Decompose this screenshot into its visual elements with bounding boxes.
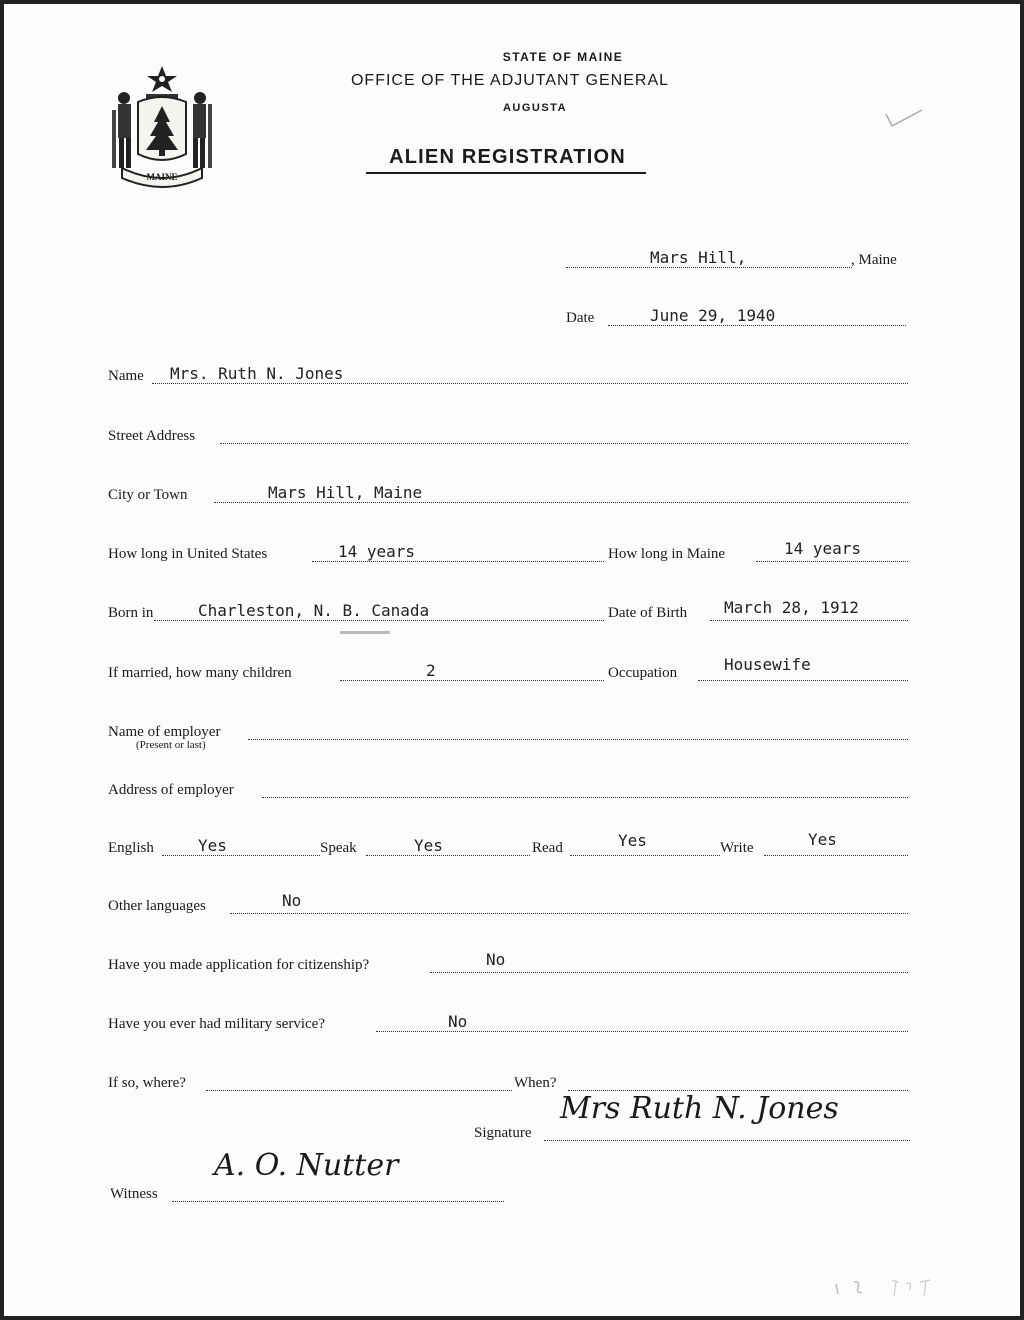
signature-row bbox=[474, 1091, 910, 1145]
signature-line bbox=[544, 1139, 910, 1141]
birth-row bbox=[108, 598, 908, 625]
street-line bbox=[220, 442, 908, 444]
write-line bbox=[764, 854, 908, 856]
employer-address-row bbox=[108, 778, 908, 802]
ink-smudge bbox=[340, 631, 390, 634]
english-line bbox=[162, 854, 320, 856]
street-label: Street Address bbox=[108, 428, 196, 444]
read-label: Read bbox=[532, 840, 563, 856]
maine-duration-value[interactable]: 14 years bbox=[784, 539, 862, 558]
witness-row bbox=[110, 1148, 504, 1206]
other-languages-label: Other languages bbox=[108, 898, 206, 914]
military-value[interactable]: No bbox=[448, 1012, 468, 1031]
occupation-label: Occupation bbox=[608, 665, 678, 681]
svg-text:MAINE: MAINE bbox=[146, 172, 178, 182]
occupation-value[interactable]: Housewife bbox=[724, 655, 811, 674]
scan-border-bottom bbox=[0, 1316, 1024, 1320]
children-row bbox=[108, 655, 908, 685]
citizenship-value[interactable]: No bbox=[486, 950, 506, 969]
children-line bbox=[340, 679, 604, 681]
other-languages-line bbox=[230, 912, 908, 914]
other-languages-value[interactable]: No bbox=[282, 891, 302, 910]
write-label: Write bbox=[720, 840, 754, 856]
employer-address-label: Address of employer bbox=[108, 782, 234, 798]
signature-label: Signature bbox=[474, 1125, 532, 1141]
street-row bbox=[108, 424, 908, 448]
date-value[interactable]: June 29, 1940 bbox=[650, 306, 776, 325]
where-line bbox=[206, 1089, 512, 1091]
date-row bbox=[566, 306, 908, 330]
citizenship-label: Have you made application for citizenship? bbox=[108, 957, 370, 973]
write-value[interactable]: Yes bbox=[808, 830, 837, 849]
when-label: When? bbox=[514, 1075, 557, 1091]
maine-state-seal-icon bbox=[108, 62, 216, 190]
name-label: Name bbox=[108, 368, 144, 384]
born-in-value[interactable]: Charleston, N. B. Canada bbox=[198, 601, 430, 620]
witness-signature[interactable]: A. O. Nutter bbox=[214, 1148, 399, 1183]
maine-duration-label: How long in Maine bbox=[608, 546, 726, 562]
header-city: AUGUSTA bbox=[502, 102, 568, 114]
read-value[interactable]: Yes bbox=[618, 831, 647, 850]
language-skills-row bbox=[108, 830, 908, 860]
faint-stamp-marks bbox=[830, 1270, 940, 1300]
place-row bbox=[566, 248, 912, 272]
pencil-check-mark bbox=[884, 108, 924, 130]
speak-value[interactable]: Yes bbox=[414, 836, 443, 855]
duration-row bbox=[108, 539, 908, 566]
employer-address-line bbox=[262, 796, 908, 798]
applicant-signature[interactable]: Mrs Ruth N. Jones bbox=[560, 1091, 839, 1126]
military-label: Have you ever had military service? bbox=[108, 1016, 325, 1032]
employer-name-line bbox=[248, 738, 908, 740]
children-label: If married, how many children bbox=[108, 665, 292, 681]
employer-name-row bbox=[108, 720, 908, 751]
us-duration-label: How long in United States bbox=[108, 546, 268, 562]
name-value[interactable]: Mrs. Ruth N. Jones bbox=[170, 364, 344, 383]
city-row bbox=[108, 483, 908, 507]
name-row bbox=[108, 364, 908, 388]
place-value[interactable]: Mars Hill, bbox=[650, 248, 747, 267]
city-label: City or Town bbox=[108, 487, 188, 503]
read-line bbox=[570, 854, 720, 856]
date-label: Date bbox=[566, 310, 595, 326]
witness-line bbox=[172, 1200, 504, 1202]
place-suffix: , Maine bbox=[851, 252, 897, 268]
title-underline bbox=[366, 172, 646, 174]
employer-name-sublabel: (Present or last) bbox=[136, 739, 206, 751]
scan-border-right bbox=[1020, 0, 1024, 1320]
dob-label: Date of Birth bbox=[608, 605, 688, 621]
where-label: If so, where? bbox=[108, 1075, 186, 1091]
scan-border-left bbox=[0, 0, 4, 1320]
military-row bbox=[108, 1012, 908, 1036]
city-value[interactable]: Mars Hill, Maine bbox=[268, 483, 423, 502]
speak-line bbox=[366, 854, 530, 856]
english-label: English bbox=[108, 840, 154, 856]
born-in-label: Born in bbox=[108, 605, 154, 621]
header-office: OFFICE OF THE ADJUTANT GENERAL bbox=[350, 72, 670, 89]
witness-label: Witness bbox=[110, 1186, 158, 1202]
occupation-line bbox=[698, 679, 908, 681]
speak-label: Speak bbox=[320, 840, 357, 856]
form-title: ALIEN REGISTRATION bbox=[389, 146, 626, 168]
employer-name-label: Name of employer bbox=[108, 724, 221, 740]
dob-value[interactable]: March 28, 1912 bbox=[724, 598, 859, 617]
english-value[interactable]: Yes bbox=[198, 836, 227, 855]
header-state: STATE OF MAINE bbox=[502, 50, 624, 64]
other-languages-row bbox=[108, 891, 908, 918]
children-value[interactable]: 2 bbox=[426, 661, 436, 680]
us-duration-value[interactable]: 14 years bbox=[338, 542, 416, 561]
scan-border-top bbox=[0, 0, 1024, 4]
citizenship-row bbox=[108, 950, 908, 977]
